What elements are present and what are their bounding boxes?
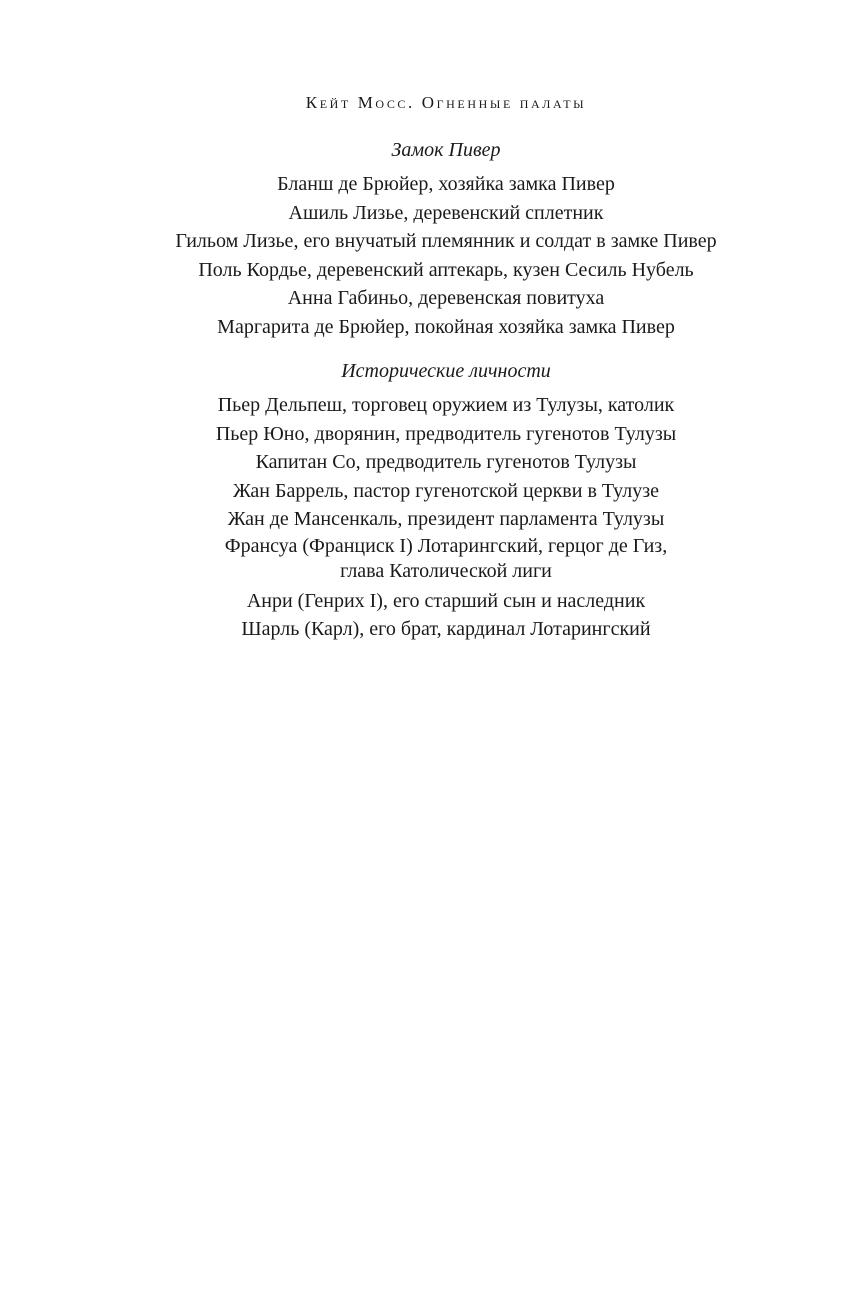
running-head: Кейт Мосс. Огненные палаты xyxy=(305,93,587,112)
list-item: Пьер Юно, дворянин, предводитель гугенотов Тулузы xyxy=(215,422,677,445)
section-chateau-piver xyxy=(0,136,856,341)
list-item: Ашиль Лизье, деревенский сплетник xyxy=(288,201,604,224)
list-item: Жан де Мансенкаль, президент парламента Тулузы xyxy=(227,508,665,530)
list-item: Анри (Генрих I), его старший сын и наследник xyxy=(246,589,646,612)
list-item: Пьер Дельпеш, торговец оружием из Тулузы, католик xyxy=(217,394,675,416)
section-heading: Замок Пивер xyxy=(391,139,501,161)
list-item: Шарль (Карл), его брат, кардинал Лотарингский xyxy=(241,618,651,640)
character-list xyxy=(0,136,856,644)
list-item: Анна Габиньо, деревенская повитуха xyxy=(287,287,605,309)
section-heading: Исторические личности xyxy=(341,360,551,382)
list-item: Поль Кордье, деревенский аптекарь, кузен Сесиль Нубель xyxy=(198,258,694,281)
list-item: Капитан Со, предводитель гугенотов Тулузы xyxy=(255,451,637,473)
list-item: Жан Баррель, пастор гугенотской церкви в Тулузе xyxy=(233,479,659,502)
list-item: Гильом Лизье, его внучатый племянник и солдат в замке Пивер xyxy=(175,230,717,252)
list-item: Франсуа (Франциск I) Лотарингский, герцог де Гиз, глава Католической лиги xyxy=(224,534,668,582)
list-item: Маргарита де Брюйер, покойная хозяйка замка Пивер xyxy=(217,315,675,338)
section-historical-figures xyxy=(0,357,856,644)
list-item: Бланш де Брюйер, хозяйка замка Пивер xyxy=(277,173,615,195)
